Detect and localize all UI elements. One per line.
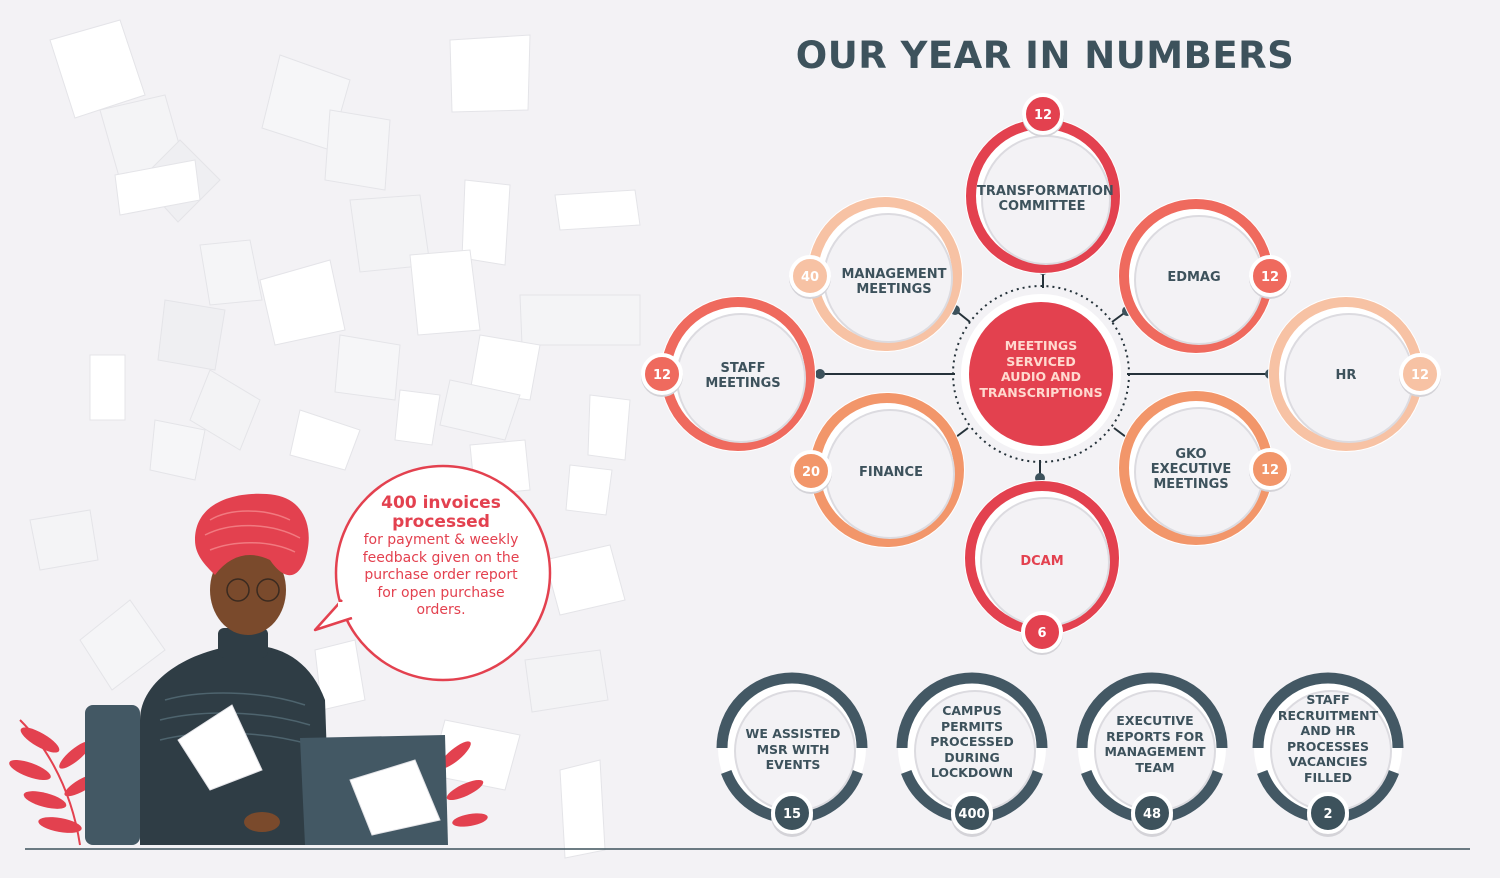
bottom-stat-value: 48 [1142,807,1162,822]
ring-label-edmag: EDMAG [1167,270,1221,285]
page-title: OUR YEAR IN NUMBERS [795,34,1295,77]
ring-value-hr: 12 [1410,368,1430,383]
bottom-stat-value: 2 [1323,807,1333,822]
ring-label-hr: HR [1335,368,1357,383]
bottom-stat-value: 15 [782,807,802,822]
bottom-stat-label-recruitment: STAFF RECRUITMENT AND HR PROCESSES VACANCIES FILLED [1277,692,1379,785]
ring-label-management: MANAGEMENT MEETINGS [841,267,947,297]
bubble-headline: 400 invoices processed [381,493,501,532]
ring-label-finance: FINANCE [859,465,923,480]
bottom-stat-value: 400 [958,807,986,822]
center-hub-label: MEETINGS SERVICED AUDIO AND TRANSCRIPTIONS [979,338,1103,400]
connector-dot [815,369,825,379]
ring-label-staff: STAFF MEETINGS [705,361,781,391]
bubble-body: for payment & weekly feedback given on the purchase order report for open purchase orders. [362,532,520,618]
bottom-stat-label-msr: WE ASSISTED MSR WITH EVENTS [745,726,841,772]
ring-value-finance: 20 [801,465,821,480]
ring-value-management: 40 [800,270,820,285]
ring-value-transformation: 12 [1033,108,1053,123]
ring-value-dcam: 6 [1037,626,1047,641]
ring-label-dcam: DCAM [1020,554,1064,569]
ring-label-transformation: TRANSFORMATION COMMITTEE [977,184,1114,214]
bottom-stat-label-reports: EXECUTIVE REPORTS FOR MANAGEMENT TEAM [1104,713,1206,775]
bottom-stat-label-permits: CAMPUS PERMITS PROCESSED DURING LOCKDOWN [930,703,1014,780]
ring-label-gko: GKO EXECUTIVE MEETINGS [1150,447,1232,492]
ring-value-gko: 12 [1260,463,1280,478]
ring-value-edmag: 12 [1260,270,1280,285]
ring-value-staff: 12 [652,368,672,383]
